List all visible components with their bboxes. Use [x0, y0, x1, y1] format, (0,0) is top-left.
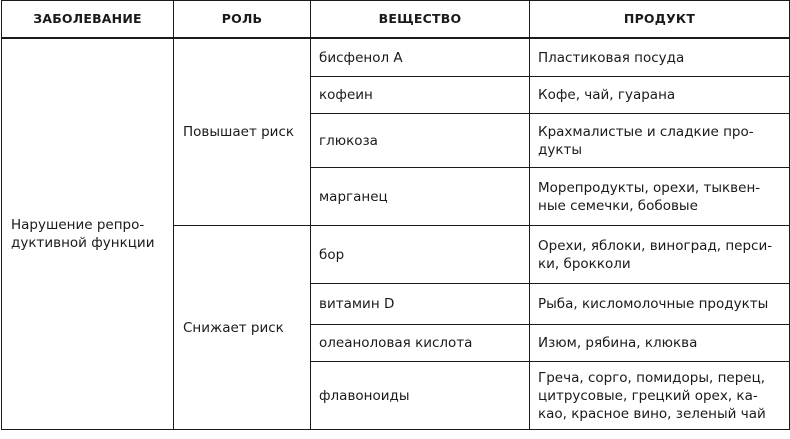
- role-cell-decrease: Снижает риск: [174, 226, 311, 430]
- product-cell: Крахмалистые и сладкие про-дукты: [530, 114, 790, 168]
- table-row: [2, 38, 790, 77]
- table-header-row: [2, 1, 790, 39]
- substance-cell: бор: [311, 226, 530, 284]
- product-cell: Рыба, кисломолочные продукты: [530, 284, 790, 325]
- product-cell: Изюм, рябина, клюква: [530, 325, 790, 362]
- role-cell-increase: Повышает риск: [174, 38, 311, 226]
- header-disease: ЗАБОЛЕВАНИЕ: [2, 1, 174, 39]
- substance-cell: глюкоза: [311, 114, 530, 168]
- substance-cell: бисфенол А: [311, 38, 530, 77]
- substance-cell: кофеин: [311, 77, 530, 114]
- product-cell: Морепродукты, орехи, тыквен-ные семечки, бобовые: [530, 168, 790, 226]
- product-cell: Греча, сорго, помидоры, перец, цитрусовые, грецкий орех, ка-као, красное вино, зеленый чай: [530, 362, 790, 430]
- health-risk-table: [1, 0, 790, 430]
- disease-cell: Нарушение репро-дуктивной функции: [2, 38, 174, 430]
- substance-cell: олеаноловая кислота: [311, 325, 530, 362]
- product-cell: Пластиковая посуда: [530, 38, 790, 77]
- header-substance: ВЕЩЕСТВО: [311, 1, 530, 39]
- substance-cell: витамин D: [311, 284, 530, 325]
- product-cell: Кофе, чай, гуарана: [530, 77, 790, 114]
- product-cell: Орехи, яблоки, виноград, перси-ки, брокколи: [530, 226, 790, 284]
- header-product: ПРОДУКТ: [530, 1, 790, 39]
- substance-cell: марганец: [311, 168, 530, 226]
- substance-cell: флавоноиды: [311, 362, 530, 430]
- header-role: РОЛЬ: [174, 1, 311, 39]
